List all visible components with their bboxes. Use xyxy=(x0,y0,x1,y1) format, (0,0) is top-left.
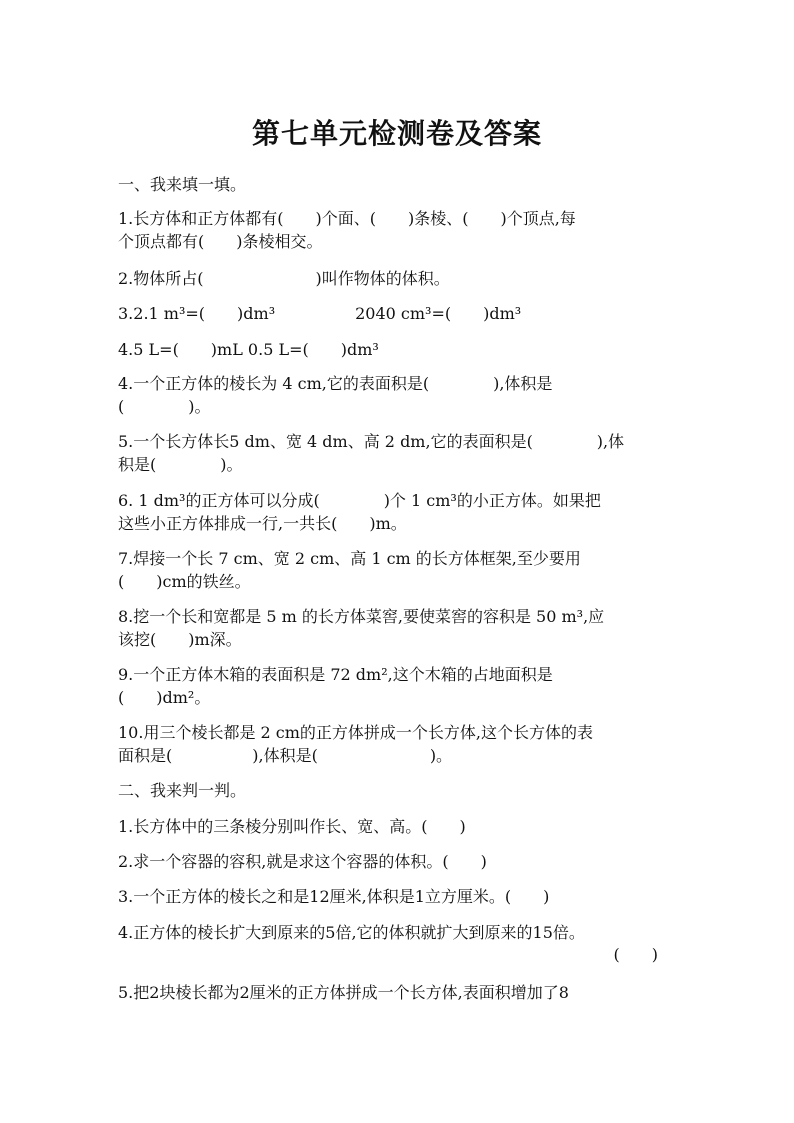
question-10-line-2: 面积是( ),体积是( )。 xyxy=(118,746,453,765)
question-3-part-b: 4.5 L=( )mL 0.5 L=( )dm³ xyxy=(118,340,379,359)
question-7-line-1: 7.焊接一个长 7 cm、宽 2 cm、高 1 cm 的长方体框架,至少要用 xyxy=(118,549,581,568)
question-2: 2.物体所占( )叫作物体的体积。 xyxy=(118,269,450,288)
question-4-line-2: ( )。 xyxy=(118,397,211,416)
judge-question-2: 2.求一个容器的容积,就是求这个容器的体积。( ) xyxy=(118,852,487,871)
question-5-line-1: 5.一个长方体长5 dm、宽 4 dm、高 2 dm,它的表面积是( ),体 xyxy=(118,432,625,451)
question-4-line-1: 4.一个正方体的棱长为 4 cm,它的表面积是( ),体积是 xyxy=(118,374,553,393)
page-title: 第七单元检测卷及答案 xyxy=(251,117,542,150)
judge-question-3: 3.一个正方体的棱长之和是12厘米,体积是1立方厘米。( ) xyxy=(118,887,550,906)
question-6-line-1: 6. 1 dm³的正方体可以分成( )个 1 cm³的小正方体。如果把 xyxy=(118,491,601,510)
judge-question-4-answer-blank: ( ) xyxy=(613,945,658,964)
question-3-part-a: 3.2.1 m³=( )dm³ 2040 cm³=( )dm³ xyxy=(118,304,522,323)
section-heading-judge: 二、我来判一判。 xyxy=(118,781,247,800)
question-9-line-1: 9.一个正方体木箱的表面积是 72 dm²,这个木箱的占地面积是 xyxy=(118,665,553,684)
judge-question-1: 1.长方体中的三条棱分别叫作长、宽、高。( ) xyxy=(118,817,466,836)
question-7-line-2: ( )cm的铁丝。 xyxy=(118,572,251,591)
question-5-line-2: 积是( )。 xyxy=(118,455,243,474)
question-1-line-1: 1.长方体和正方体都有( )个面、( )条棱、( )个顶点,每 xyxy=(118,209,576,228)
question-6-line-2: 这些小正方体排成一行,一共长( )m。 xyxy=(118,514,407,533)
question-1-line-2: 个顶点都有( )条棱相交。 xyxy=(118,232,323,251)
question-10-line-1: 10.用三个棱长都是 2 cm的正方体拼成一个长方体,这个长方体的表 xyxy=(118,723,594,742)
question-8-line-2: 该挖( )m深。 xyxy=(118,630,242,649)
section-heading-fill-in: 一、我来填一填。 xyxy=(118,175,247,194)
judge-question-5-line-1: 5.把2块棱长都为2厘米的正方体拼成一个长方体,表面积增加了8 xyxy=(118,983,569,1002)
question-8-line-1: 8.挖一个长和宽都是 5 m 的长方体菜窖,要使菜窖的容积是 50 m³,应 xyxy=(118,607,605,626)
question-9-line-2: ( )dm²。 xyxy=(118,688,211,707)
judge-question-4-line-1: 4.正方体的棱长扩大到原来的5倍,它的体积就扩大到原来的15倍。 xyxy=(118,923,585,942)
